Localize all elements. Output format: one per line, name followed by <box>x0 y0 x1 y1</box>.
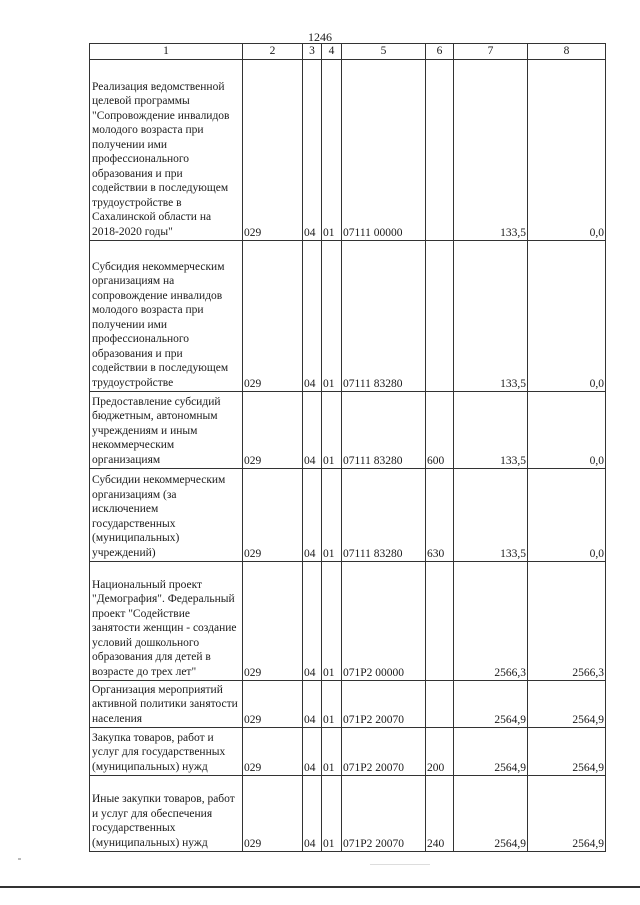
header-cell-6: 6 <box>426 44 454 60</box>
amount-col-7: 133,5 <box>454 60 528 241</box>
table-row <box>90 241 606 392</box>
amount-col-8: 0,0 <box>528 392 606 469</box>
section-code: 04 <box>303 776 322 852</box>
expense-type-code <box>426 562 454 681</box>
row-description: Организация мероприятий активной политики занятости населения <box>90 681 243 728</box>
amount-col-8: 2564,9 <box>528 728 606 776</box>
table-row <box>90 776 606 852</box>
expense-type-code: 200 <box>426 728 454 776</box>
expense-type-code <box>426 60 454 241</box>
amount-col-8: 0,0 <box>528 469 606 562</box>
expense-type-code: 240 <box>426 776 454 852</box>
scan-speck <box>370 864 430 865</box>
target-article-code: 071P2 20070 <box>342 681 426 728</box>
subsection-code: 01 <box>322 728 342 776</box>
header-cell-3: 3 <box>303 44 322 60</box>
target-article-code: 071P2 20070 <box>342 776 426 852</box>
header-cell-5: 5 <box>342 44 426 60</box>
section-code: 04 <box>303 728 322 776</box>
subsection-code: 01 <box>322 469 342 562</box>
table-row <box>90 392 606 469</box>
target-article-code: 071P2 20070 <box>342 728 426 776</box>
header-cell-2: 2 <box>243 44 303 60</box>
budget-table <box>89 43 606 852</box>
target-article-code: 07111 83280 <box>342 392 426 469</box>
row-description: Предоставление субсидий бюджетным, автономным учреждениям и иным некоммерческим организациям <box>90 392 243 469</box>
expense-type-code <box>426 681 454 728</box>
amount-col-8: 2564,9 <box>528 776 606 852</box>
subsection-code: 01 <box>322 681 342 728</box>
amount-col-7: 2564,9 <box>454 681 528 728</box>
amount-col-8: 0,0 <box>528 60 606 241</box>
subsection-code: 01 <box>322 241 342 392</box>
subsection-code: 01 <box>322 562 342 681</box>
header-cell-7: 7 <box>454 44 528 60</box>
section-code: 04 <box>303 469 322 562</box>
row-description: Иные закупки товаров, работ и услуг для обеспечения государственных (муниципальных) нужд <box>90 776 243 852</box>
expense-type-code: 630 <box>426 469 454 562</box>
admin-code: 029 <box>243 392 303 469</box>
target-article-code: 071P2 00000 <box>342 562 426 681</box>
section-code: 04 <box>303 392 322 469</box>
header-cell-4: 4 <box>322 44 342 60</box>
table-row <box>90 60 606 241</box>
amount-col-7: 2564,9 <box>454 728 528 776</box>
header-row <box>90 44 606 60</box>
admin-code: 029 <box>243 728 303 776</box>
header-cell-8: 8 <box>528 44 606 60</box>
admin-code: 029 <box>243 776 303 852</box>
subsection-code: 01 <box>322 60 342 241</box>
expense-type-code: 600 <box>426 392 454 469</box>
admin-code: 029 <box>243 681 303 728</box>
subsection-code: 01 <box>322 392 342 469</box>
row-description: Субсидии некоммерческим организациям (за исключением государственных (муниципальных) учреждений) <box>90 469 243 562</box>
header-cell-1: 1 <box>90 44 243 60</box>
row-description: Реализация ведомственной целевой программы "Сопровождение инвалидов молодого возраста при получении ими профессионального образования и при содействии в последующем трудоустройстве в Сахалинской области на 2018-2020 годы" <box>90 60 243 241</box>
section-code: 04 <box>303 681 322 728</box>
page-number: 1246 <box>308 30 332 44</box>
row-description: Закупка товаров, работ и услуг для государственных (муниципальных) нужд <box>90 728 243 776</box>
target-article-code: 07111 83280 <box>342 241 426 392</box>
amount-col-8: 0,0 <box>528 241 606 392</box>
section-code: 04 <box>303 562 322 681</box>
amount-col-8: 2564,9 <box>528 681 606 728</box>
target-article-code: 07111 83280 <box>342 469 426 562</box>
bottom-rule <box>0 886 640 888</box>
admin-code: 029 <box>243 60 303 241</box>
subsection-code: 01 <box>322 776 342 852</box>
section-code: 04 <box>303 241 322 392</box>
admin-code: 029 <box>243 241 303 392</box>
row-description: Национальный проект "Демография". Федеральный проект "Содействие занятости женщин - создание условий дошкольного образования для детей в возрасте до трех лет" <box>90 562 243 681</box>
amount-col-7: 133,5 <box>454 469 528 562</box>
table-row <box>90 728 606 776</box>
section-code: 04 <box>303 60 322 241</box>
table-row <box>90 469 606 562</box>
admin-code: 029 <box>243 562 303 681</box>
amount-col-7: 133,5 <box>454 392 528 469</box>
row-description: Субсидия некоммерческим организациям на сопровождение инвалидов молодого возраста при получении ими профессионального образования и при содействии в последующем трудоустройстве <box>90 241 243 392</box>
amount-col-7: 133,5 <box>454 241 528 392</box>
admin-code: 029 <box>243 469 303 562</box>
table-row <box>90 562 606 681</box>
amount-col-7: 2566,3 <box>454 562 528 681</box>
amount-col-7: 2564,9 <box>454 776 528 852</box>
table-row <box>90 681 606 728</box>
amount-col-8: 2566,3 <box>528 562 606 681</box>
scan-speck <box>18 858 21 860</box>
expense-type-code <box>426 241 454 392</box>
target-article-code: 07111 00000 <box>342 60 426 241</box>
